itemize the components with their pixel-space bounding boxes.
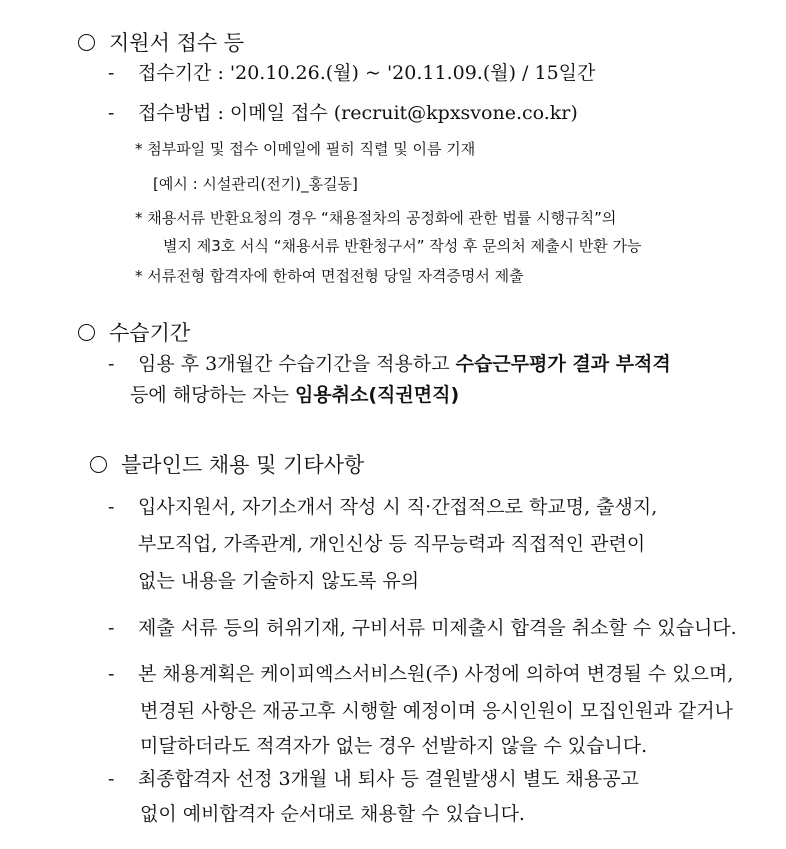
blind-item1-line3: 없는 내용을 기술하지 않도록 유의 [138, 570, 420, 592]
note-return-line2: 별지 제3호 서식 “채용서류 반환청구서” 작성 후 문의처 제출시 반환 가능 [163, 237, 642, 255]
application-period: - 접수기간 : '20.10.26.(월) ~ '20.11.09.(월) / 15일간 [108, 62, 596, 84]
section-heading-application: 지원서 접수 등 [78, 33, 244, 54]
blind-item4-line2: 없이 예비합격자 순서대로 채용할 수 있습니다. [140, 803, 525, 825]
blind-item3-line3: 미달하더라도 적격자가 없는 경우 선발하지 않을 수 있습니다. [140, 735, 648, 757]
note-example: [예시 : 시설관리(전기)_홍길동] [153, 175, 358, 193]
blind-item1-line2: 부모직업, 가족관계, 개인신상 등 직무능력과 직접적인 관련이 [138, 533, 646, 555]
blind-item4-line1: - 최종합격자 선정 3개월 내 퇴사 등 결원발생시 별도 채용공고 [108, 768, 639, 790]
note-return-line1: * 채용서류 반환요청의 경우 “채용절차의 공정화에 관한 법률 시행규칙”의 [135, 209, 617, 227]
blind-item1-line1: - 입사지원서, 자기소개서 작성 시 직·간접적으로 학교명, 출생지, [108, 496, 658, 518]
probation-line1: - 임용 후 3개월간 수습기간을 적용하고 수습근무평가 결과 부적격 [108, 353, 671, 375]
probation-line2: 등에 해당하는 자는 임용취소(직권면직) [130, 384, 460, 406]
circle-bullet-icon [78, 324, 95, 341]
blind-item3-line2: 변경된 사항은 재공고후 시행할 예정이며 응시인원이 모집인원과 같거나 [140, 700, 733, 722]
circle-bullet-icon [90, 456, 107, 473]
blind-item2: - 제출 서류 등의 허위기재, 구비서류 미제출시 합격을 취소할 수 있습니다. [108, 617, 737, 639]
section-heading-probation: 수습기간 [78, 323, 190, 344]
circle-bullet-icon [78, 34, 95, 51]
blind-item3-line1: - 본 채용계획은 케이피엑스서비스원(주) 사정에 의하여 변경될 수 있으며, [108, 663, 734, 685]
note-attachment: * 첨부파일 및 접수 이메일에 필히 직렬 및 이름 기재 [135, 140, 476, 158]
application-method: - 접수방법 : 이메일 접수 (recruit@kpxsvone.co.kr) [108, 102, 578, 124]
note-certificate: * 서류전형 합격자에 한하여 면접전형 당일 자격증명서 제출 [135, 267, 524, 285]
section-heading-blind-hiring: 블라인드 채용 및 기타사항 [90, 455, 364, 476]
